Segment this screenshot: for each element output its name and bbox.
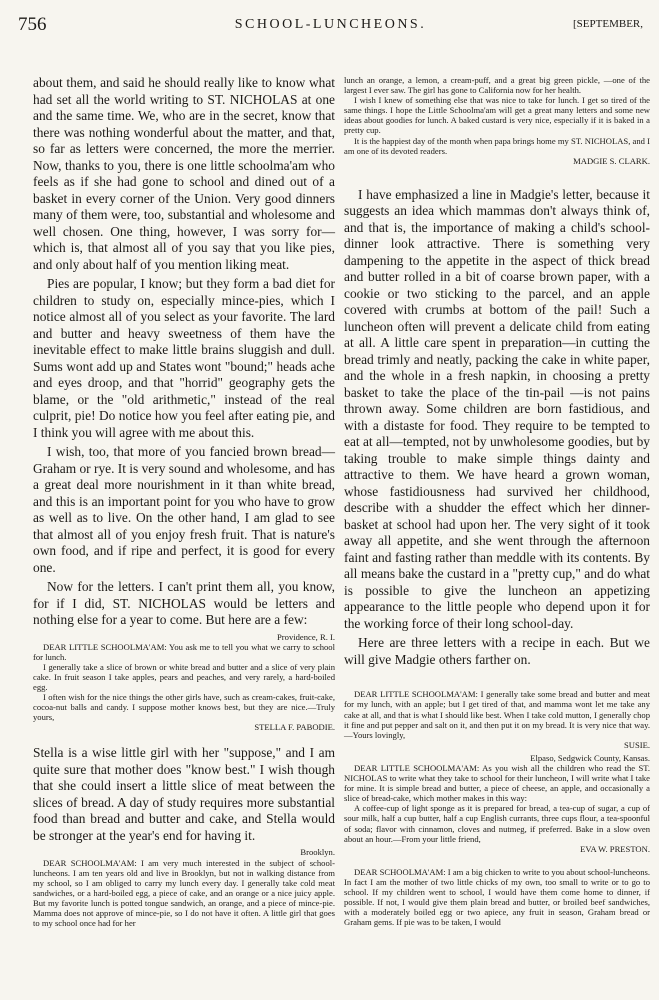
letter-place: Elpaso, Sedgwick County, Kansas. [530, 752, 650, 763]
paragraph: Stella is a wise little girl with her "suppose," and I am quite sure that mother does "know best." I wish though that she could insert a little slice of meat between the slices of bread. A day of study requires more substantial food than bread and butter and cake, and Stella would be stronger at the year's end for having it. [33, 745, 335, 843]
letter-text: I wish I knew of something else that was nice to take for lunch. I get so tired of the same things. I hope the Little Schoolma'am will get a great many letters and some new ideas about goodies for lunch. A baked custard is very nice, especially if it is baked in a pretty cup. [344, 95, 650, 136]
left-column [33, 75, 335, 928]
paragraph: I have emphasized a line in Madgie's letter, because it suggests an idea which mammas don't always think of, and that is, the importance of making a child's school-dinner look attractive. There is something very dampening to the appetite in the aspect of thick bread and butter rolled in a bit of coarse brown paper, with a cookie or two sticking to the parcel, and an apple covered with crumbs at bottom of the pail! Such a luncheon often will prevent a delicate child from eating at all. A little care spent in preparation—in cutting the bread trimly and neatly, packing the cake in white paper, and the whole in a fresh napkin, in choosing a pretty basket to take the place of the tin-pail —is not pains thrown away. Some children are born fastidious, and with a distaste for food. They require to be tempted to eat at all—tempted, not by unwholesome goodies, but by taking trouble to make simple things dainty and attractive to them. We have heard a grown woman, whose fastidiousness had survived her childhood, describe with a shudder the effect which her dinner-basket at school had upon her. The very sight of it took away all appetite, and she went through the afternoon faint and fasting rather than meddle with its contents. By all means bake the custard in a "pretty cup," and do what is possible to give the luncheon an appetizing appearance to the little people who depend upon it for the working force of their long school-day. [344, 186, 650, 631]
paragraph: Now for the letters. I can't print them all, you know, for if I did, ST. NICHOLAS would be letters and nothing else for a year to come. But here are a few: [33, 579, 335, 627]
letter-signature: SUSIE. [623, 739, 650, 750]
letter-text: DEAR LITTLE SCHOOLMA'AM: I generally take some bread and butter and meat for my lunch, with an apple; but I get tired of that, and mamma wont let me take any cake at all, and that is what I should like best. When I take cold mutton, I generally chop it fine and put pepper and salt on it, and then put it on my bread. It is very nice that way.—Yours lovingly, [344, 689, 650, 740]
letter-text: I generally take a slice of brown or white bread and butter and a slice of very plain cake. In fruit season I take apples, pears and peaches, and very rarely, a hard-boiled egg. [33, 661, 335, 692]
letter-text: DEAR LITTLE SCHOOLMA'AM: As you wish all the children who read the ST. NICHOLAS to write what they take to school for their luncheon, I will write what I take for mine. It is simple bread and butter, a piece of cheese, an apple, and occasionally a slice of bread-cake, which mother makes in this way: [344, 763, 650, 804]
letter-text: lunch an orange, a lemon, a cream-puff, and a great big green pickle, —one of the largest I ever saw. The girl has gone to California now for her health. [344, 75, 650, 96]
header-month: [SEPTEMBER, [573, 18, 643, 30]
paragraph: Pies are popular, I know; but they form a bad diet for children to study on, especially mince-pies, which I notice almost all of you select as your favorite. The lard and butter and heavy sweetness of them have the inevitable effect to make little brains sluggish and dull. Sums wont add up and States wont "bound;" heads ache and eyes droop, and that "horrid" geography gets the blame, or the "old arithmetic," instead of the real culprit, pie! Do notice how you feel after eating pie, and I think you will agree with me about this. [33, 276, 335, 440]
letter-text: DEAR LITTLE SCHOOLMA'AM: You ask me to tell you what we carry to school for lunch. [33, 641, 335, 662]
letter-text: A coffee-cup of light sponge as it is prepared for bread, a tea-cup of sugar, a cup of sour milk, half a cup butter, half a cup English currants, three cups flour, a tea-spoonful of soda; flavor with cinnamon, cloves and nutmeg, if preferred. Bake in a slow oven about an hour.—From your little friend, [344, 803, 650, 844]
letter-text: DEAR SCHOOLMA'AM: I am very much interested in the subject of school-luncheons. I am ten years old and live in Brooklyn, but not in walking distance from my school, so I am obliged to carry my lunch every day. I generally take cold meat sandwiches, or a hard-boiled egg, a piece of cake, and an orange or a nice juicy apple. But my favorite lunch is potted tongue sandwich, an orange, and a piece of mince-pie. Mamma does not approve of mince-pie, so I do not have it often. A little girl that goes to my school once had for her [33, 857, 335, 929]
letter-signature: STELLA F. PABODIE. [254, 722, 335, 733]
page-header [18, 14, 643, 38]
running-title: SCHOOL-LUNCHEONS. [234, 17, 427, 32]
letter-signature: MADGIE S. CLARK. [573, 155, 650, 166]
letter-place: Providence, R. I. [277, 631, 335, 642]
letter-place: Brooklyn. [300, 847, 335, 858]
page-number: 756 [18, 14, 47, 35]
letter-text: DEAR SCHOOLMA'AM: I am a big chicken to write to you about school-luncheons. In fact I am the mother of two little chicks of my own, too small to write or to go to school. If my children went to school, I would have them come home to dinner, if possible. If not, I would give them plain bread and butter, or broiled beef sandwiches, with a moderately boiled egg or two apiece, any fruit in season, Graham bread or Graham gems. If pie was to be taken, I would [344, 866, 650, 928]
right-column [344, 75, 650, 927]
paragraph: Here are three letters with a recipe in each. But we will give Madgie others farther on. [344, 635, 650, 667]
letter-text: It is the happiest day of the month when papa brings home my ST. NICHOLAS, and I am one of its devoted readers. [344, 135, 650, 156]
letter-text: I often wish for the nice things the other girls have, such as cream-cakes, fruit-cake, cocoa-nut balls and candy. I suppose mother knows best, but they are nice.—Truly yours, [33, 692, 335, 723]
paragraph: about them, and said he should really like to know what had set all the world writing to ST. NICHOLAS at one and the same time. We, who are in the secret, know that there was nothing wonderful about the matter, and that, so far as letters were concerned, the more the merrier. Now, thanks to you, there is one little schoolma'am who feels as if she had gone to school and dined out of a basket in every corner of the Union. Very good dinners many of them were, too, substantial and wholesome and well chosen. One thing, however, I was sorry for—which is, that almost all of you say that you like pies, and only about half of you mention liking meat. [33, 75, 335, 272]
letter-signature: EVA W. PRESTON. [580, 843, 650, 854]
paragraph: I wish, too, that more of you fancied brown bread—Graham or rye. It is very sound and wholesome, and has a great deal more nourishment in it than white bread, and this is an important point for you who have to grow as well as to live. On the other hand, I am glad to see that almost all of you enjoy fresh fruit. That is nature's own food, and if ripe and perfect, it is good for every one. [33, 444, 335, 575]
